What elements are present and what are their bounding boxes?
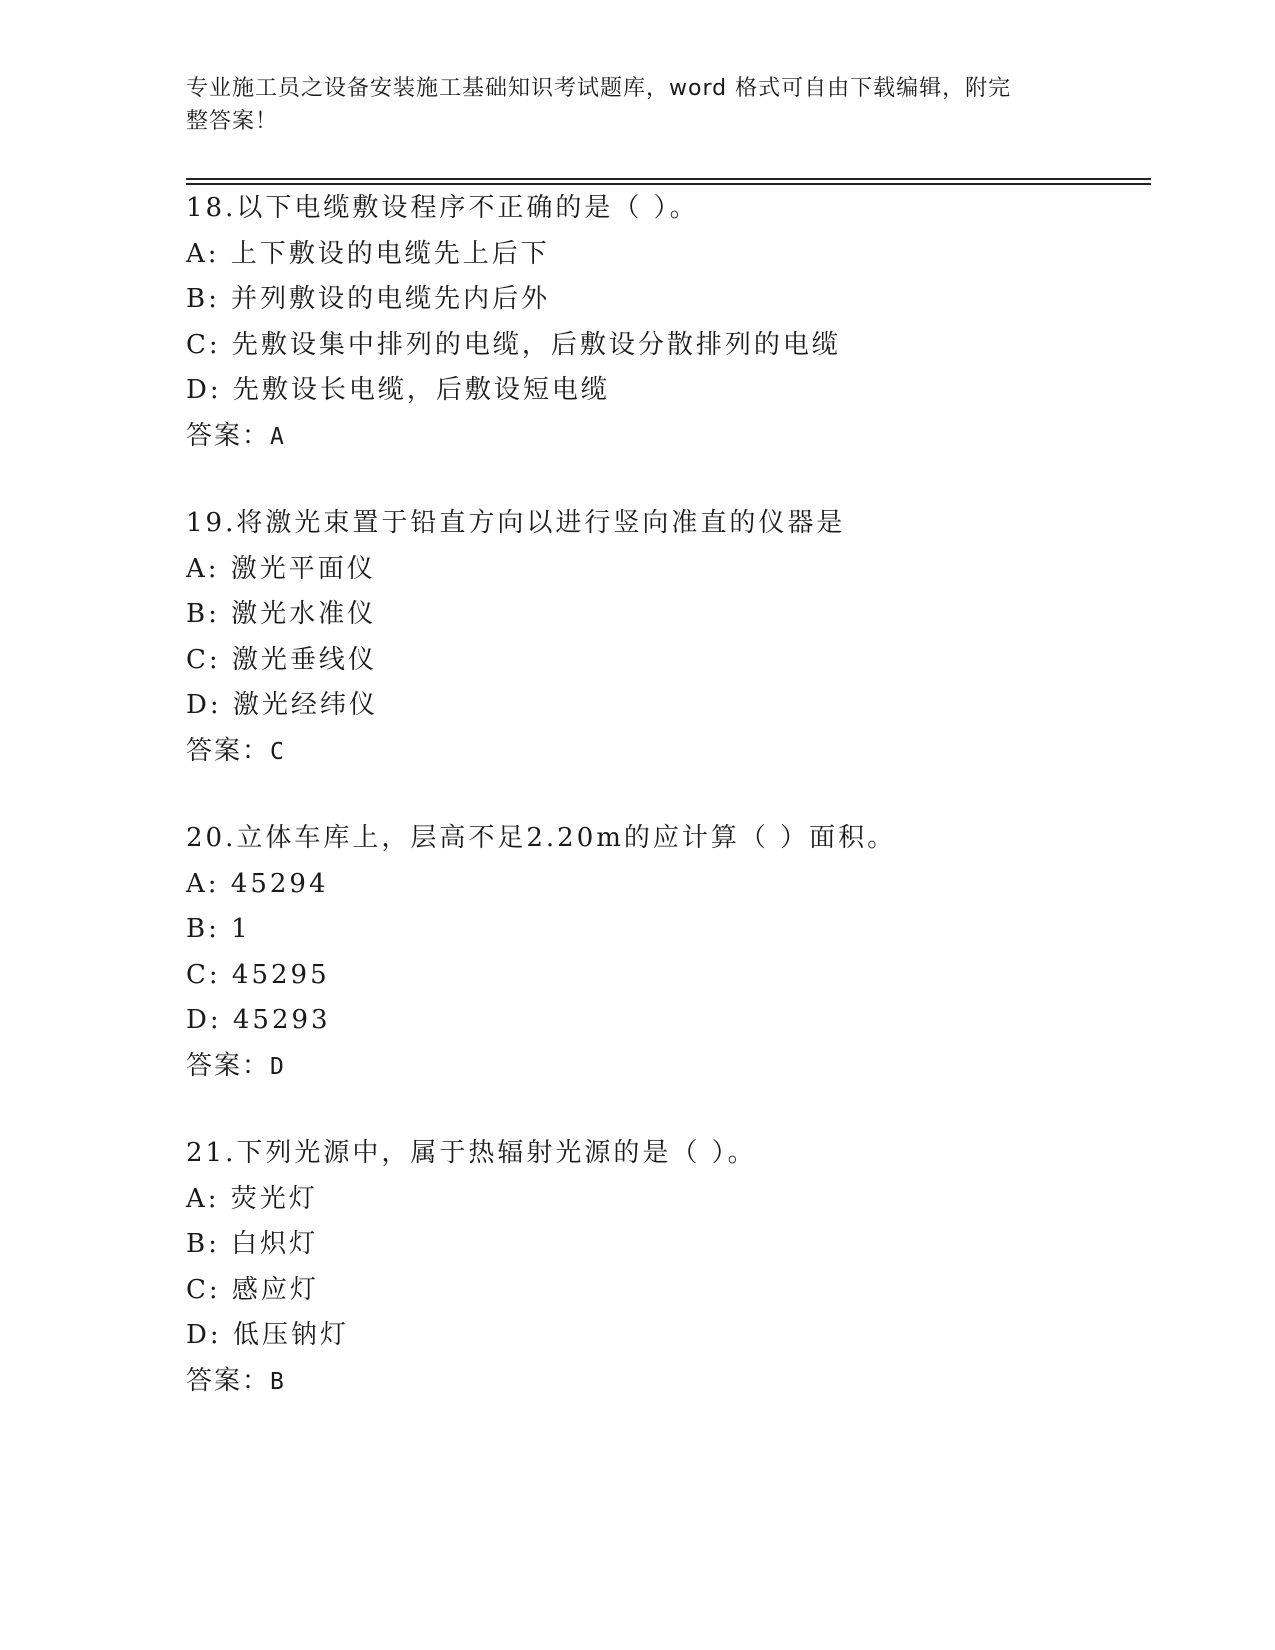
option-c: C: 45295 xyxy=(186,959,330,990)
answer-line xyxy=(186,1359,1146,1405)
answer-label: 答案： xyxy=(186,1365,271,1396)
header-divider-top xyxy=(186,178,1151,180)
option-d: D: 激光经纬仪 xyxy=(186,690,378,720)
header-divider-bottom xyxy=(186,183,1151,185)
answer-label: 答案： xyxy=(186,1050,271,1081)
answer-line xyxy=(186,729,1146,775)
option-b: B: 并列敷设的电缆先内后外 xyxy=(186,284,551,314)
answer-label: 答案： xyxy=(186,735,271,766)
option-b: B: 白炽灯 xyxy=(186,1229,319,1259)
answer-line xyxy=(186,414,1146,460)
option-a: A: 激光平面仪 xyxy=(186,553,376,584)
option-c: C: 感应灯 xyxy=(186,1274,319,1305)
answer-label: 答案： xyxy=(186,420,271,451)
option-c: C: 先敷设集中排列的电缆，后敷设分散排列的电缆 xyxy=(186,329,841,360)
question-21 xyxy=(186,1131,1146,1404)
question-stem: 21.下列光源中，属于热辐射光源的是（ ）。 xyxy=(186,1138,757,1168)
answer-value: C xyxy=(270,738,286,765)
question-stem: 20.立体车库上，层高不足2.20m的应计算（ ）面积。 xyxy=(186,823,897,853)
question-stem: 19.将激光束置于铅直方向以进行竖向准直的仪器是 xyxy=(186,508,846,538)
answer-line xyxy=(186,1044,1146,1090)
option-d: D: 45293 xyxy=(186,1005,331,1035)
question-18 xyxy=(186,186,1146,459)
option-d: D: 低压钠灯 xyxy=(186,1320,349,1350)
option-b: B: 激光水准仪 xyxy=(186,599,377,629)
option-c: C: 激光垂线仪 xyxy=(186,644,377,675)
header-line-1: 专业施工员之设备安装施工基础知识考试题库，word 格式可自由下载编辑，附完 xyxy=(186,76,1012,101)
option-d: D: 先敷设长电缆，后敷设短电缆 xyxy=(186,375,610,405)
option-a: A: 上下敷设的电缆先上后下 xyxy=(186,238,550,269)
header-line-2: 整答案！ xyxy=(186,109,279,134)
question-20 xyxy=(186,816,1146,1089)
option-a: A: 荧光灯 xyxy=(186,1183,318,1214)
option-b: B: 1 xyxy=(186,914,251,944)
answer-value: B xyxy=(270,1368,286,1395)
document-header xyxy=(186,72,1066,138)
question-19 xyxy=(186,501,1146,774)
answer-value: D xyxy=(270,1053,286,1080)
answer-value: A xyxy=(270,423,286,450)
question-stem: 18.以下电缆敷设程序不正确的是（ ）。 xyxy=(186,193,699,223)
option-a: A: 45294 xyxy=(186,868,329,899)
